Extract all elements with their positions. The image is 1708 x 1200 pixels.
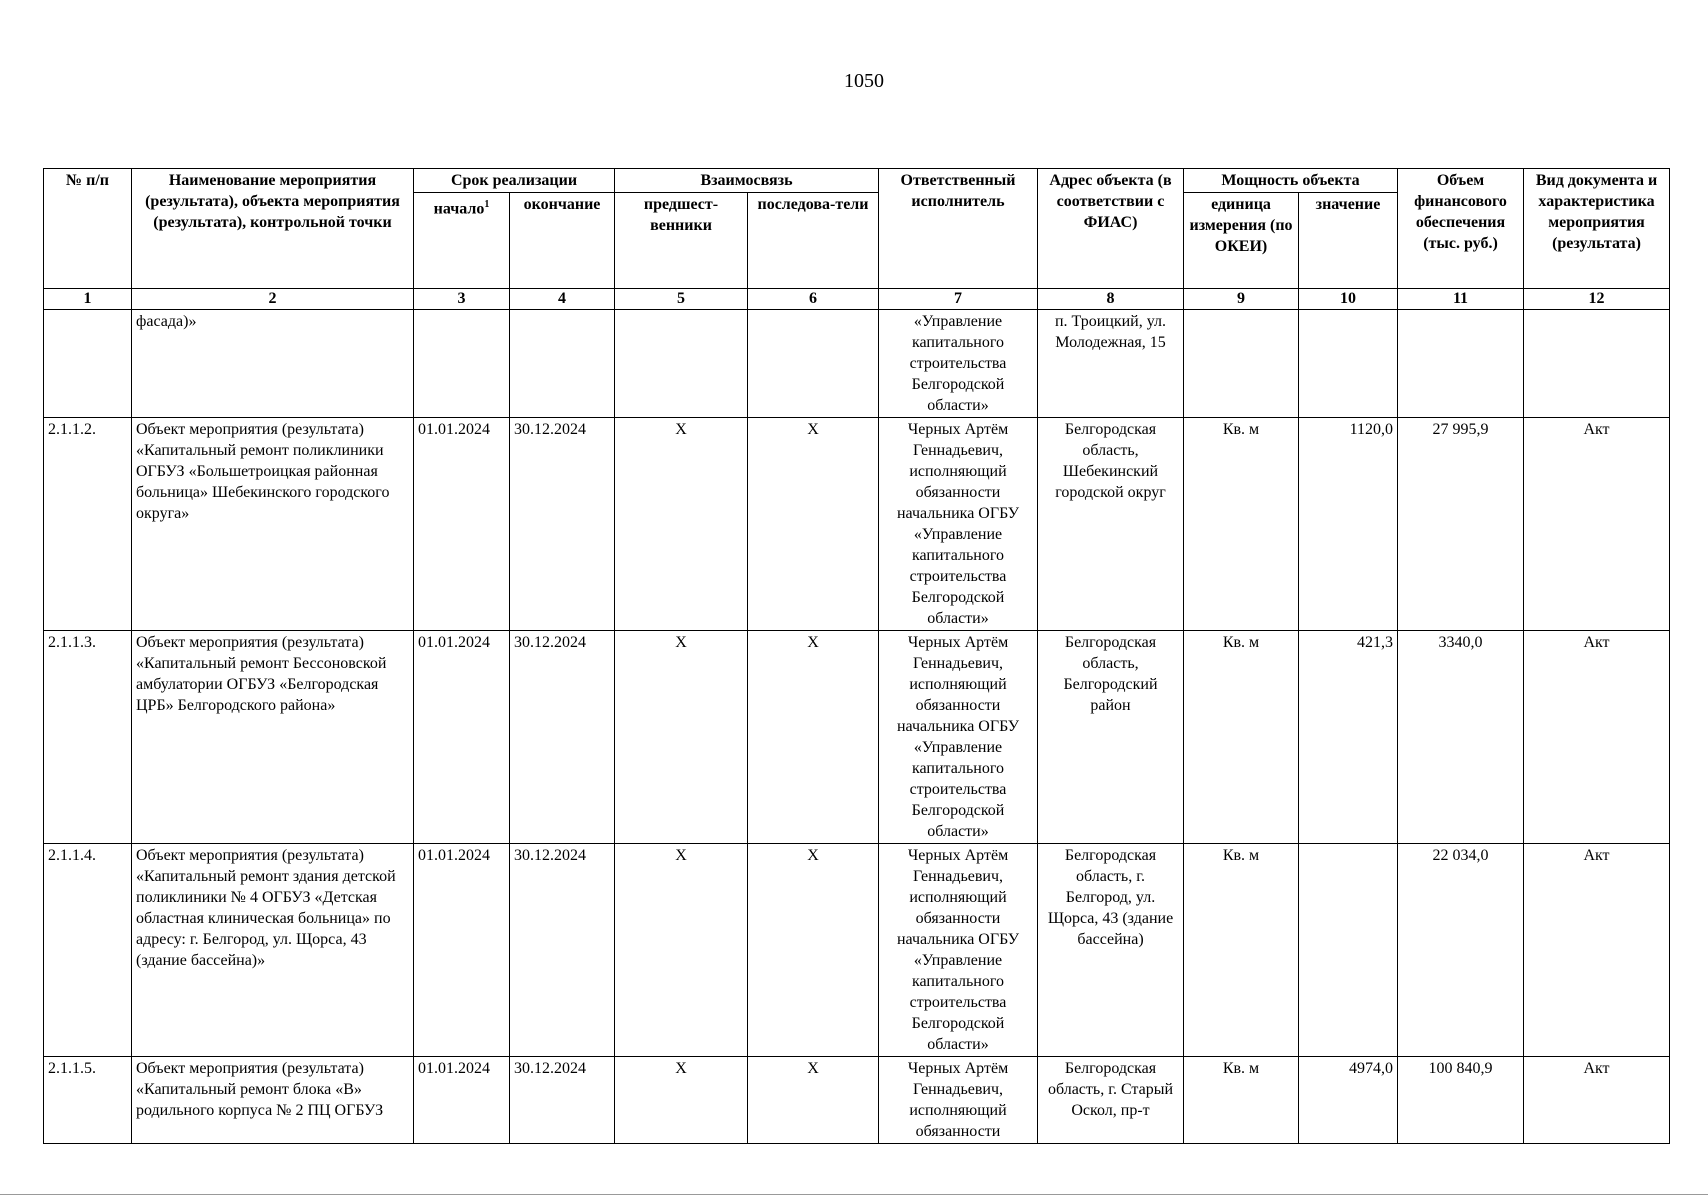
row-predecessors: [615, 310, 748, 418]
header-finance: Объем финансового обеспечения (тыс. руб.): [1398, 169, 1524, 289]
column-number: 5: [615, 289, 748, 310]
row-value: 4974,0: [1299, 1057, 1398, 1144]
row-end: [510, 310, 615, 418]
row-responsible: Черных Артём Геннадьевич, исполняющий обязанности: [879, 1057, 1038, 1144]
column-number: 9: [1184, 289, 1299, 310]
row-predecessors: X: [615, 1057, 748, 1144]
row-number: [44, 310, 132, 418]
row-responsible: Черных Артём Геннадьевич, исполняющий обязанности начальника ОГБУ «Управление капитального строительства Белгородской области»: [879, 418, 1038, 631]
header-predecessors: предшест-венники: [615, 193, 748, 289]
row-unit: [1184, 310, 1299, 418]
column-number: 4: [510, 289, 615, 310]
table-row: [44, 310, 1670, 418]
row-value: [1299, 310, 1398, 418]
row-document: [1524, 310, 1670, 418]
row-predecessors: X: [615, 418, 748, 631]
row-finance: [1398, 310, 1524, 418]
measures-table: [43, 168, 1670, 1144]
row-end: 30.12.2024: [510, 418, 615, 631]
row-unit: Кв. м: [1184, 418, 1299, 631]
row-finance: 27 995,9: [1398, 418, 1524, 631]
header-successors: последова-тели: [748, 193, 879, 289]
column-number: 8: [1038, 289, 1184, 310]
row-value: 421,3: [1299, 631, 1398, 844]
row-finance: 3340,0: [1398, 631, 1524, 844]
row-value: [1299, 844, 1398, 1057]
column-numbers-row: [44, 289, 1670, 310]
row-start: [414, 310, 510, 418]
row-unit: Кв. м: [1184, 1057, 1299, 1144]
row-end: 30.12.2024: [510, 1057, 615, 1144]
header-name: Наименование мероприятия (результата), объекта мероприятия (результата), контрольной точки: [132, 169, 414, 289]
header-start: начало$^1$: [414, 193, 510, 289]
row-responsible: Черных Артём Геннадьевич, исполняющий обязанности начальника ОГБУ «Управление капитального строительства Белгородской области»: [879, 631, 1038, 844]
column-number: 7: [879, 289, 1038, 310]
column-number: 2: [132, 289, 414, 310]
row-name: Объект мероприятия (результата) «Капитальный ремонт здания детской поликлиники № 4 ОГБУЗ «Детская областная клиническая больница» по адресу: г. Белгород, ул. Щорса, 43 (здание бассейна)»: [132, 844, 414, 1057]
row-end: 30.12.2024: [510, 844, 615, 1057]
row-address: п. Троицкий, ул. Молодежная, 15: [1038, 310, 1184, 418]
row-address: Белгородская область, Белгородский район: [1038, 631, 1184, 844]
row-responsible: Черных Артём Геннадьевич, исполняющий обязанности начальника ОГБУ «Управление капитального строительства Белгородской области»: [879, 844, 1038, 1057]
column-number: 10: [1299, 289, 1398, 310]
row-number: 2.1.1.5.: [44, 1057, 132, 1144]
page-bottom-divider: [0, 1194, 1708, 1195]
table-row: [44, 631, 1670, 844]
header-end: окончание: [510, 193, 615, 289]
table-row: [44, 1057, 1670, 1144]
row-successors: X: [748, 631, 879, 844]
row-finance: 22 034,0: [1398, 844, 1524, 1057]
row-start: 01.01.2024: [414, 844, 510, 1057]
row-successors: X: [748, 844, 879, 1057]
header-unit: единица измерения (по ОКЕИ): [1184, 193, 1299, 289]
header-address: Адрес объекта (в соответствии с ФИАС): [1038, 169, 1184, 289]
row-number: 2.1.1.3.: [44, 631, 132, 844]
row-address: Белгородская область, Шебекинский городской округ: [1038, 418, 1184, 631]
column-number: 3: [414, 289, 510, 310]
row-value: 1120,0: [1299, 418, 1398, 631]
row-name: Объект мероприятия (результата) «Капитальный ремонт блока «В» родильного корпуса № 2 ПЦ ОГБУЗ: [132, 1057, 414, 1144]
row-successors: X: [748, 418, 879, 631]
row-predecessors: X: [615, 844, 748, 1057]
row-address: Белгородская область, г. Старый Оскол, пр-т: [1038, 1057, 1184, 1144]
header-value: значение: [1299, 193, 1398, 289]
column-number: 1: [44, 289, 132, 310]
row-successors: X: [748, 1057, 879, 1144]
row-start: 01.01.2024: [414, 418, 510, 631]
row-number: 2.1.1.4.: [44, 844, 132, 1057]
row-end: 30.12.2024: [510, 631, 615, 844]
header-responsible: Ответственный исполнитель: [879, 169, 1038, 289]
row-name: Объект мероприятия (результата) «Капитальный ремонт поликлиники ОГБУЗ «Большетроицкая районная больница» Шебекинского городского округа»: [132, 418, 414, 631]
header-no: № п/п: [44, 169, 132, 289]
table-row: [44, 418, 1670, 631]
column-number: 12: [1524, 289, 1670, 310]
page-number: 1050: [844, 70, 884, 92]
row-document: Акт: [1524, 1057, 1670, 1144]
row-unit: Кв. м: [1184, 631, 1299, 844]
row-unit: Кв. м: [1184, 844, 1299, 1057]
header-power-group: Мощность объекта: [1184, 169, 1398, 193]
row-name: Объект мероприятия (результата) «Капитальный ремонт Бессоновской амбулатории ОГБУЗ «Белгородская ЦРБ» Белгородского района»: [132, 631, 414, 844]
header-term-group: Срок реализации: [414, 169, 615, 193]
row-predecessors: X: [615, 631, 748, 844]
row-document: Акт: [1524, 631, 1670, 844]
header-link-group: Взаимосвязь: [615, 169, 879, 193]
row-number: 2.1.1.2.: [44, 418, 132, 631]
row-successors: [748, 310, 879, 418]
row-finance: 100 840,9: [1398, 1057, 1524, 1144]
row-responsible: «Управление капитального строительства Белгородской области»: [879, 310, 1038, 418]
header-document: Вид документа и характеристика мероприятия (результата): [1524, 169, 1670, 289]
table-row: [44, 844, 1670, 1057]
row-document: Акт: [1524, 844, 1670, 1057]
row-start: 01.01.2024: [414, 631, 510, 844]
row-start: 01.01.2024: [414, 1057, 510, 1144]
column-number: 11: [1398, 289, 1524, 310]
row-address: Белгородская область, г. Белгород, ул. Щорса, 43 (здание бассейна): [1038, 844, 1184, 1057]
row-name: фасада)»: [132, 310, 414, 418]
column-number: 6: [748, 289, 879, 310]
row-document: Акт: [1524, 418, 1670, 631]
